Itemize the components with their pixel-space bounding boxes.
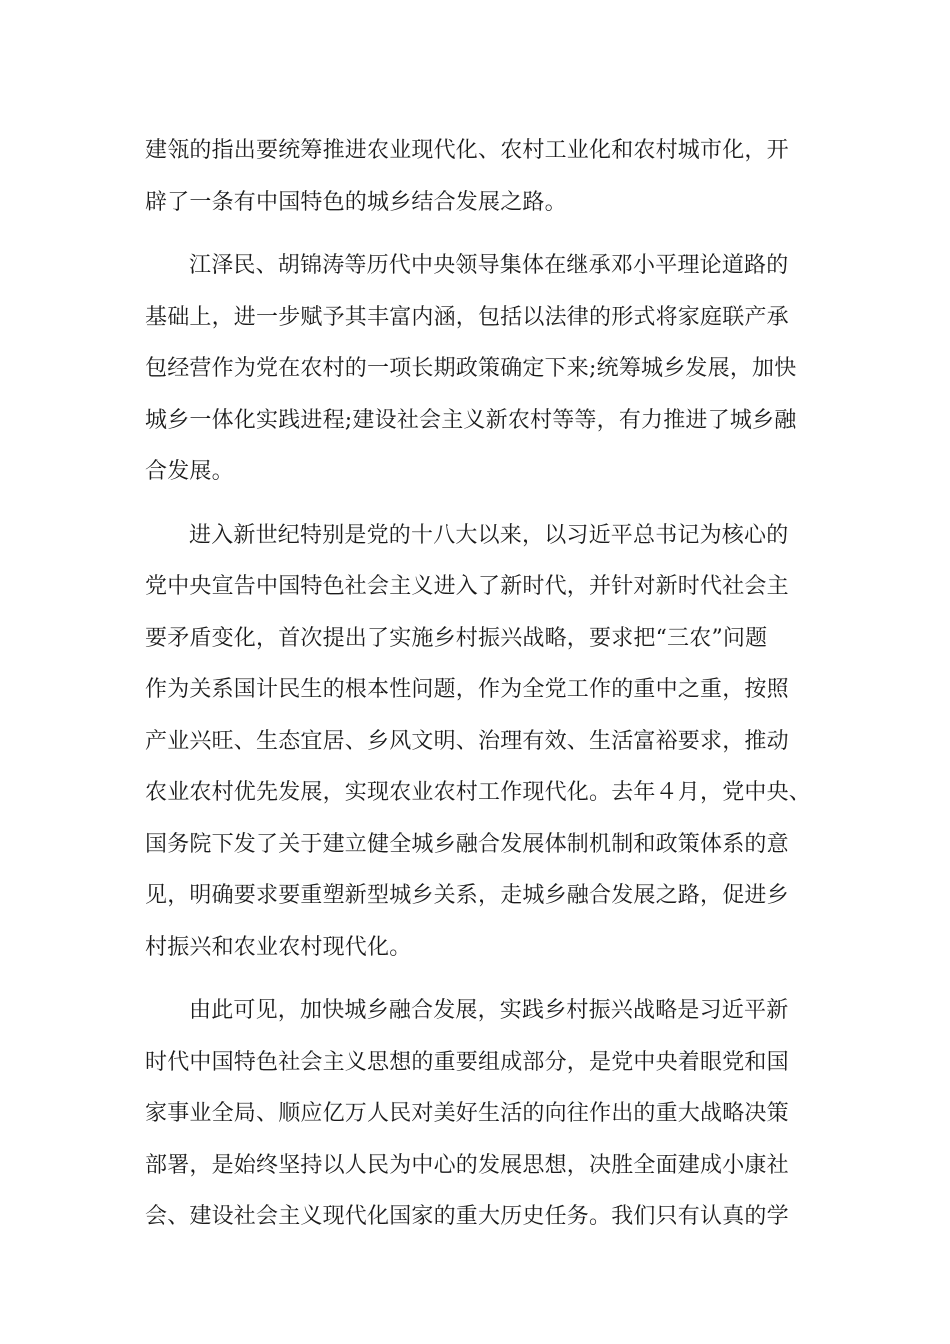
text-line: 包经营作为党在农村的一项长期政策确定下来;统筹城乡发展，加快 <box>145 356 797 381</box>
text-line: 由此可见，加快城乡融合发展，实践乡村振兴战略是习近平新 <box>189 998 789 1023</box>
text-line: 村振兴和农业农村现代化。 <box>145 934 412 960</box>
text-line: 要矛盾变化，首次提出了实施乡村振兴战略，要求把“三农”问题 <box>145 625 768 651</box>
text-line: 辟了一条有中国特色的城乡结合发展之路。 <box>145 189 567 215</box>
paragraph-2 <box>145 240 805 498</box>
text-line: 江泽民、胡锦涛等历代中央领导集体在继承邓小平理论道路的 <box>189 253 789 278</box>
text-line: 家事业全局、顺应亿万人民对美好生活的向往作出的重大战略决策 <box>145 1101 789 1126</box>
text-line: 国务院下发了关于建立健全城乡融合发展体制机制和政策体系的意 <box>145 831 789 857</box>
text-line: 城乡一体化实践进程;建设社会主义新农村等等，有力推进了城乡融 <box>145 407 797 433</box>
text-line: 基础上，进一步赋予其丰富内涵，包括以法律的形式将家庭联产承 <box>145 304 789 330</box>
paragraph-1 <box>145 125 805 228</box>
text-line: 部署，是始终坚持以人民为中心的发展思想，决胜全面建成小康社 <box>145 1152 789 1178</box>
text-line: 会、建设社会主义现代化国家的重大历史任务。我们只有认真的学 <box>145 1204 789 1229</box>
text-line: 见，明确要求要重塑新型城乡关系，走城乡融合发展之路，促进乡 <box>145 883 789 908</box>
text-line: 作为关系国计民生的根本性问题，作为全党工作的重中之重，按照 <box>145 677 789 702</box>
text-line: 进入新世纪特别是党的十八大以来，以习近平总书记为核心的 <box>189 522 789 548</box>
text-line: 建瓴的指出要统筹推进农业现代化、农村工业化和农村城市化，开 <box>145 138 789 163</box>
document-body <box>145 125 812 1243</box>
text-line: 时代中国特色社会主义思想的重要组成部分，是党中央着眼党和国 <box>145 1049 789 1075</box>
text-line: 党中央宣告中国特色社会主义进入了新时代，并针对新时代社会主 <box>145 574 789 599</box>
paragraph-4 <box>145 985 805 1243</box>
text-line: 产业兴旺、生态宜居、乡风文明、治理有效、生活富裕要求，推动 <box>145 728 789 754</box>
paragraph-3 <box>145 510 812 974</box>
text-line: 合发展。 <box>145 459 234 484</box>
text-line: 农业农村优先发展，实现农业农村工作现代化。去年４月，党中央、 <box>145 780 812 805</box>
